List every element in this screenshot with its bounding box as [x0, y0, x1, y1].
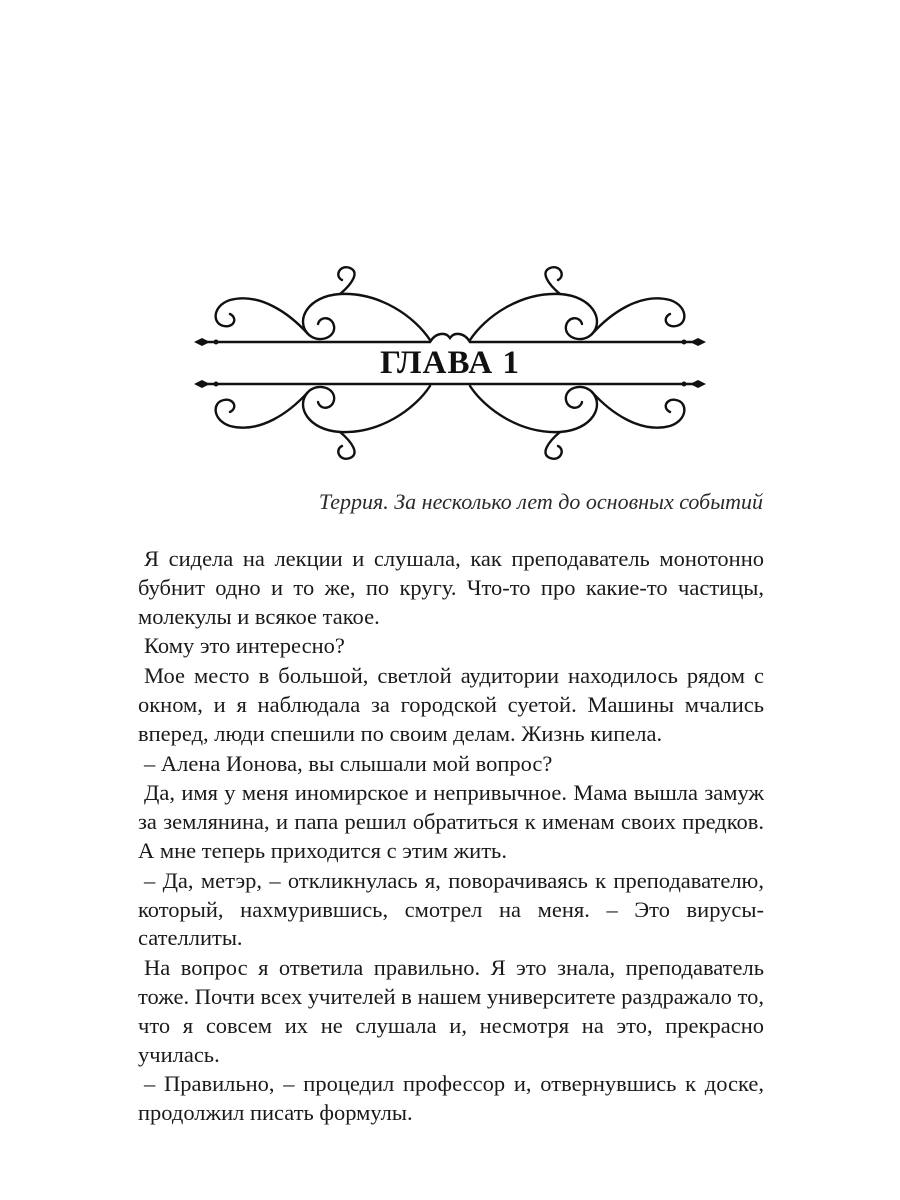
paragraph: Кому это интересно?	[144, 633, 345, 659]
paragraph: Я сидела на лекции и слушала, как преподаватель монотонно бубнит одно и то же, по кругу. Что-то про какие-то частицы, молекулы и всякое такое.	[138, 546, 764, 629]
paragraph: Да, имя у меня иномирское и непривычное. Мама вышла замуж за землянина, и папа решил обратиться к именам своих предков. А мне теперь приходится с этим жить.	[138, 780, 764, 863]
paragraph: – Алена Ионова, вы слышали мой вопрос?	[144, 750, 553, 776]
paragraph: – Да, метэр, – откликнулась я, поворачиваясь к преподавателю, который, нахмурившись, смотрел на меня. – Это вирусы-сателлиты.	[138, 867, 764, 951]
paragraph: – Правильно, – процедил профессор и, отвернувшись к доске, продолжил писать формулы.	[138, 1071, 764, 1126]
paragraph: Мое место в большой, светлой аудитории находилось рядом с окном, и я наблюдала за городской суетой. Машины мчались вперед, люди спешили по своим делам. Жизнь кипела.	[138, 663, 764, 746]
body-text	[138, 545, 764, 1128]
chapter-epigraph: Террия. За несколько лет до основных событий	[318, 489, 763, 514]
chapter-title: ГЛАВА 1	[380, 345, 520, 381]
paragraph: На вопрос я ответила правильно. Я это знала, преподаватель тоже. Почти всех учителей в нашем университете раздражало то, что я совсем их не слушала и, несмотря на это, прекрасно училась.	[138, 955, 764, 1067]
